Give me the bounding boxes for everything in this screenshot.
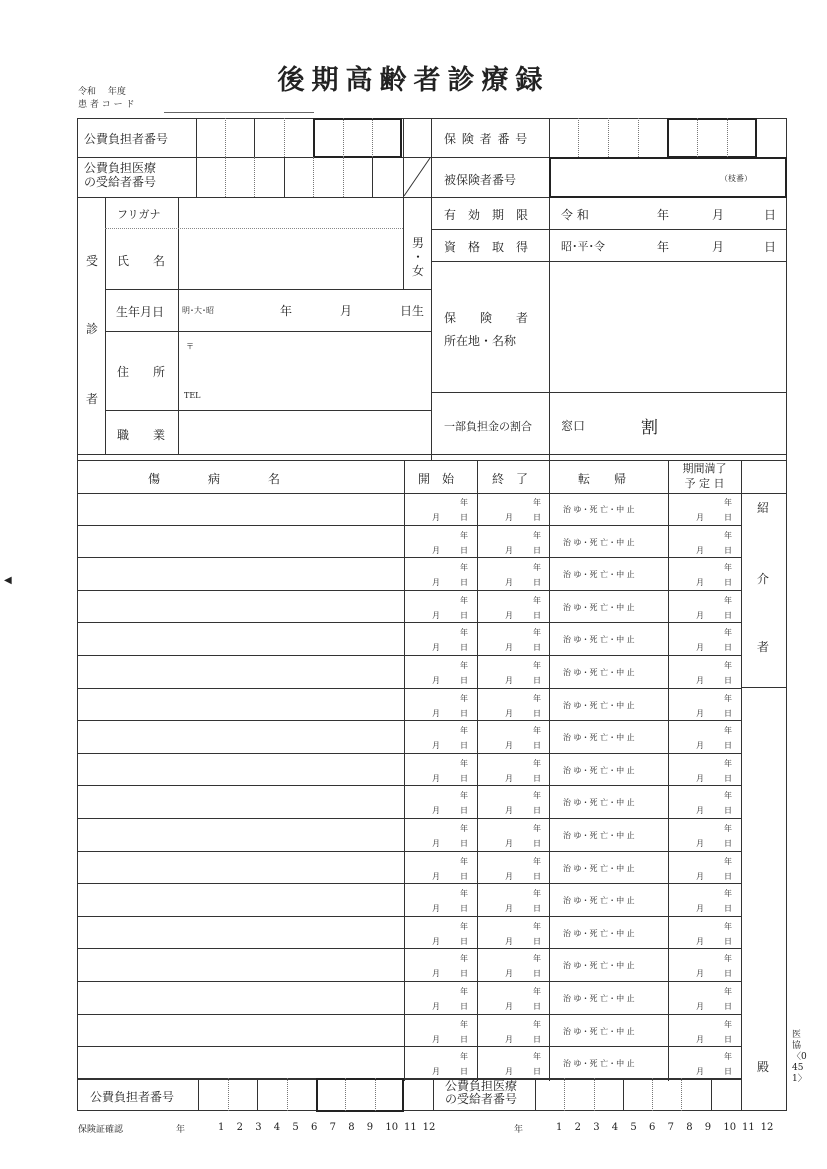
end-day-text: 日 (533, 611, 541, 620)
copay-ratio-field[interactable]: 窓口 割 (561, 418, 658, 438)
start-day-text: 日 (460, 1067, 468, 1076)
side-label-2: 診 (86, 322, 99, 336)
disease-name-cell[interactable] (77, 982, 404, 1015)
due-month-text: 月 (696, 774, 704, 783)
disease-name-cell[interactable] (77, 1015, 404, 1047)
table-row (77, 656, 741, 689)
month-number[interactable]: 10 (385, 1122, 399, 1133)
start-day-text: 日 (460, 1035, 468, 1044)
end-day-text: 日 (533, 676, 541, 685)
disease-name-cell[interactable] (77, 721, 404, 754)
disease-header: 傷 病 名 (148, 472, 281, 486)
insurance-check-label: 保険証確認 (78, 1125, 124, 1135)
start-month-text: 月 (432, 513, 440, 522)
end-day-text: 日 (533, 872, 541, 881)
due-year-text: 年 (724, 661, 732, 670)
end-year-text: 年 (533, 694, 541, 703)
validity-field[interactable]: 令 和 年 月 日 (561, 208, 777, 222)
end-month-text: 月 (505, 741, 513, 750)
validity-label: 有 効 期 限 (444, 208, 529, 222)
start-header: 開 始 (418, 472, 455, 486)
due-day-text: 日 (724, 872, 732, 881)
patient-code-label: 患 者 コ ー ド (78, 100, 135, 110)
end-month-text: 月 (505, 774, 513, 783)
start-month-text: 月 (432, 839, 440, 848)
start-year-text: 年 (460, 922, 468, 931)
sex-selector[interactable]: 男 ・ 女 (411, 236, 424, 278)
start-month-text: 月 (432, 1067, 440, 1076)
copay-ratio-label: 一部負担金の割合 (444, 420, 532, 433)
start-month-text: 月 (432, 546, 440, 555)
start-month-text: 月 (432, 676, 440, 685)
birth-label: 生年月日 (116, 305, 165, 319)
table-row (77, 819, 741, 852)
qualification-field[interactable]: 昭･平･令 年 月 日 (561, 240, 777, 254)
month-number[interactable]: 10 (723, 1122, 737, 1133)
due-day-text: 日 (724, 839, 732, 848)
due-year-text: 年 (724, 628, 732, 637)
due-year-text: 年 (724, 596, 732, 605)
start-day-text: 日 (460, 709, 468, 718)
referrer-label-2: 介 (757, 572, 770, 586)
table-row (77, 786, 741, 819)
disease-name-cell[interactable] (77, 656, 404, 689)
disease-name-cell[interactable] (77, 754, 404, 786)
start-year-text: 年 (460, 791, 468, 800)
start-day-text: 日 (460, 643, 468, 652)
start-year-text: 年 (460, 596, 468, 605)
disease-name-cell[interactable] (77, 884, 404, 917)
due-month-text: 月 (696, 546, 704, 555)
outcome-options: 治 ゆ・死 亡・中 止 (563, 635, 635, 644)
due-day-text: 日 (724, 741, 732, 750)
dono-label: 殿 (757, 1060, 770, 1074)
due-day-text: 日 (724, 1067, 732, 1076)
table-row (77, 591, 741, 623)
due-month-text: 月 (696, 839, 704, 848)
start-day-text: 日 (460, 872, 468, 881)
due-day-text: 日 (724, 643, 732, 652)
disease-name-cell[interactable] (77, 623, 404, 656)
end-year-text: 年 (533, 1020, 541, 1029)
insurer-address-label: 保 険 者 所在地・名称 (444, 311, 529, 348)
due-year-text: 年 (724, 791, 732, 800)
insurance-check-months-1[interactable] (218, 1122, 448, 1136)
start-month-text: 月 (432, 806, 440, 815)
start-year-text: 年 (460, 954, 468, 963)
due-day-text: 日 (724, 1035, 732, 1044)
end-day-text: 日 (533, 806, 541, 815)
outcome-options: 治 ゆ・死 亡・中 止 (563, 929, 635, 938)
month-number[interactable]: 3 (255, 1122, 262, 1133)
end-day-text: 日 (533, 741, 541, 750)
due-day-text: 日 (724, 676, 732, 685)
end-year-text: 年 (533, 596, 541, 605)
start-day-text: 日 (460, 806, 468, 815)
start-year-text: 年 (460, 531, 468, 540)
start-day-text: 日 (460, 546, 468, 555)
month-number[interactable]: 12 (422, 1122, 436, 1133)
due-day-text: 日 (724, 611, 732, 620)
disease-name-cell[interactable] (77, 493, 404, 526)
start-day-text: 日 (460, 741, 468, 750)
due-month-text: 月 (696, 969, 704, 978)
month-number[interactable]: 5 (630, 1122, 637, 1133)
start-month-text: 月 (432, 709, 440, 718)
end-month-text: 月 (505, 1002, 513, 1011)
end-year-text: 年 (533, 726, 541, 735)
table-row (77, 721, 741, 754)
due-year-text: 年 (724, 1052, 732, 1061)
end-year-text: 年 (533, 791, 541, 800)
end-day-text: 日 (533, 546, 541, 555)
outcome-options: 治 ゆ・死 亡・中 止 (563, 864, 635, 873)
start-day-text: 日 (460, 1002, 468, 1011)
start-day-text: 日 (460, 904, 468, 913)
table-row (77, 754, 741, 786)
month-number[interactable]: 4 (273, 1122, 281, 1133)
month-number[interactable]: 8 (686, 1122, 693, 1133)
name-field[interactable] (178, 228, 403, 289)
referrer-label-3: 者 (757, 640, 770, 654)
table-row (77, 1015, 741, 1047)
referrer-field[interactable] (741, 493, 787, 687)
diagonal-strike (403, 157, 431, 197)
due-month-text: 月 (696, 806, 704, 815)
due-year-text: 年 (724, 987, 732, 996)
due-month-text: 月 (696, 741, 704, 750)
end-month-text: 月 (505, 578, 513, 587)
end-year-text: 年 (533, 954, 541, 963)
table-row (77, 852, 741, 884)
end-month-text: 月 (505, 611, 513, 620)
start-month-text: 月 (432, 611, 440, 620)
outcome-options: 治 ゆ・死 亡・中 止 (563, 701, 635, 710)
end-year-text: 年 (533, 531, 541, 540)
month-number[interactable]: 6 (649, 1122, 656, 1133)
due-header: 期間満了 予 定 日 (682, 462, 727, 490)
due-year-text: 年 (724, 889, 732, 898)
end-month-text: 月 (505, 1035, 513, 1044)
table-row (77, 558, 741, 591)
start-month-text: 月 (432, 1035, 440, 1044)
table-row (77, 917, 741, 949)
start-month-text: 月 (432, 774, 440, 783)
start-day-text: 日 (460, 578, 468, 587)
end-day-text: 日 (533, 1067, 541, 1076)
outcome-options: 治 ゆ・死 亡・中 止 (563, 668, 635, 677)
end-year-text: 年 (533, 824, 541, 833)
due-year-text: 年 (724, 1020, 732, 1029)
start-month-text: 月 (432, 904, 440, 913)
form-code: 医協〈0451〉 (792, 1030, 807, 1084)
start-year-text: 年 (460, 759, 468, 768)
end-year-text: 年 (533, 498, 541, 507)
month-number[interactable]: 9 (366, 1122, 374, 1133)
start-year-text: 年 (460, 726, 468, 735)
table-row (77, 1047, 741, 1080)
due-month-text: 月 (696, 611, 704, 620)
outcome-options: 治 ゆ・死 亡・中 止 (563, 603, 635, 612)
outcome-header: 転 帰 (578, 472, 627, 486)
due-year-text: 年 (724, 694, 732, 703)
outcome-options: 治 ゆ・死 亡・中 止 (563, 538, 635, 547)
due-month-text: 月 (696, 578, 704, 587)
month-number[interactable]: 5 (292, 1122, 299, 1133)
due-month-text: 月 (696, 676, 704, 685)
disease-name-cell[interactable] (77, 949, 404, 982)
due-day-text: 日 (724, 1002, 732, 1011)
outcome-options: 治 ゆ・死 亡・中 止 (563, 766, 635, 775)
month-number[interactable]: 1 (556, 1122, 563, 1133)
table-row (77, 526, 741, 558)
disease-name-cell[interactable] (77, 852, 404, 884)
start-month-text: 月 (432, 643, 440, 652)
furigana-label: フリガナ (117, 208, 161, 221)
end-year-text: 年 (533, 857, 541, 866)
start-year-text: 年 (460, 987, 468, 996)
start-month-text: 月 (432, 872, 440, 881)
disease-name-cell[interactable] (77, 917, 404, 949)
table-row (77, 689, 741, 721)
fiscal-year-label: 令和 年度 (78, 87, 126, 97)
start-year-text: 年 (460, 628, 468, 637)
end-year-text: 年 (533, 1052, 541, 1061)
outcome-options: 治 ゆ・死 亡・中 止 (563, 505, 635, 514)
outcome-options: 治 ゆ・死 亡・中 止 (563, 733, 635, 742)
disease-name-cell[interactable] (77, 819, 404, 852)
end-day-text: 日 (533, 839, 541, 848)
start-year-text: 年 (460, 498, 468, 507)
address-field[interactable]: 〒 TEL (184, 342, 201, 400)
start-day-text: 日 (460, 969, 468, 978)
end-day-text: 日 (533, 774, 541, 783)
name-label: 氏 名 (117, 254, 166, 268)
start-year-text: 年 (460, 563, 468, 572)
month-number[interactable]: 2 (574, 1122, 581, 1133)
start-day-text: 日 (460, 937, 468, 946)
side-label-3: 者 (86, 392, 99, 406)
end-month-text: 月 (505, 806, 513, 815)
table-row (77, 493, 741, 526)
end-month-text: 月 (505, 643, 513, 652)
month-number[interactable]: 8 (348, 1122, 355, 1133)
due-year-text: 年 (724, 498, 732, 507)
start-day-text: 日 (460, 513, 468, 522)
due-day-text: 日 (724, 546, 732, 555)
disease-name-cell[interactable] (77, 558, 404, 591)
start-year-text: 年 (460, 1052, 468, 1061)
end-day-text: 日 (533, 1002, 541, 1011)
month-number[interactable]: 11 (742, 1122, 755, 1133)
outcome-options: 治 ゆ・死 亡・中 止 (563, 1059, 635, 1068)
outcome-options: 治 ゆ・死 亡・中 止 (563, 798, 635, 807)
end-year-text: 年 (533, 759, 541, 768)
end-month-text: 月 (505, 1067, 513, 1076)
end-month-text: 月 (505, 969, 513, 978)
end-day-text: 日 (533, 969, 541, 978)
due-year-text: 年 (724, 954, 732, 963)
due-day-text: 日 (724, 969, 732, 978)
due-year-text: 年 (724, 759, 732, 768)
start-month-text: 月 (432, 969, 440, 978)
month-number[interactable]: 3 (593, 1122, 600, 1133)
due-year-text: 年 (724, 563, 732, 572)
end-month-text: 月 (505, 709, 513, 718)
form-title: 後期高齢者診療録 (277, 65, 550, 96)
insurance-check-months-2[interactable] (556, 1122, 788, 1136)
month-number[interactable]: 6 (311, 1122, 318, 1133)
disease-name-cell[interactable] (77, 689, 404, 721)
due-month-text: 月 (696, 643, 704, 652)
due-month-text: 月 (696, 904, 704, 913)
start-year-text: 年 (460, 889, 468, 898)
bottom-public-payer-no-label: 公費負担者番号 (90, 1090, 175, 1104)
end-month-text: 月 (505, 904, 513, 913)
due-day-text: 日 (724, 806, 732, 815)
bottom-public-recipient-no-label: 公費負担医療 の受給者番号 (445, 1079, 518, 1106)
insurer-address-field[interactable] (549, 261, 787, 392)
start-month-text: 月 (432, 937, 440, 946)
outcome-options: 治 ゆ・死 亡・中 止 (563, 831, 635, 840)
end-day-text: 日 (533, 937, 541, 946)
month-number[interactable]: 4 (611, 1122, 619, 1133)
address-label: 住 所 (117, 365, 166, 379)
table-row (77, 884, 741, 917)
end-year-text: 年 (533, 922, 541, 931)
outcome-options: 治 ゆ・死 亡・中 止 (563, 1027, 635, 1036)
month-number[interactable]: 7 (329, 1122, 336, 1133)
end-header: 終 了 (492, 472, 529, 486)
patient-code-underline[interactable] (164, 112, 314, 113)
month-number[interactable]: 2 (236, 1122, 243, 1133)
due-month-text: 月 (696, 937, 704, 946)
birth-field[interactable]: 明･大･昭 年 月 日生 (182, 304, 425, 318)
end-day-text: 日 (533, 513, 541, 522)
month-number[interactable]: 11 (404, 1122, 417, 1133)
start-day-text: 日 (460, 774, 468, 783)
due-year-text: 年 (724, 922, 732, 931)
month-number[interactable]: 7 (667, 1122, 674, 1133)
occupation-field[interactable] (178, 410, 431, 454)
month-number[interactable]: 12 (760, 1122, 774, 1133)
disease-name-cell[interactable] (77, 1047, 404, 1080)
referrer-label-1: 紹 (757, 501, 770, 515)
end-month-text: 月 (505, 872, 513, 881)
due-day-text: 日 (724, 937, 732, 946)
insurer-no-label: 保 険 者 番 号 (444, 132, 529, 146)
end-month-text: 月 (505, 839, 513, 848)
disease-name-cell[interactable] (77, 786, 404, 819)
due-year-text: 年 (724, 857, 732, 866)
start-year-text: 年 (460, 1020, 468, 1029)
public-recipient-no-label: 公費負担医療 の受給者番号 (84, 161, 157, 189)
due-month-text: 月 (696, 1035, 704, 1044)
due-year-text: 年 (724, 824, 732, 833)
referrer-name-field[interactable] (741, 687, 787, 1111)
month-number[interactable]: 9 (704, 1122, 712, 1133)
due-month-text: 月 (696, 513, 704, 522)
start-month-text: 月 (432, 578, 440, 587)
end-day-text: 日 (533, 578, 541, 587)
due-day-text: 日 (724, 709, 732, 718)
due-year-text: 年 (724, 531, 732, 540)
end-day-text: 日 (533, 709, 541, 718)
due-day-text: 日 (724, 578, 732, 587)
end-year-text: 年 (533, 563, 541, 572)
due-day-text: 日 (724, 774, 732, 783)
due-month-text: 月 (696, 872, 704, 881)
start-day-text: 日 (460, 611, 468, 620)
side-label-1: 受 (86, 254, 99, 268)
insurance-check-year-2: 年 (514, 1125, 524, 1135)
due-day-text: 日 (724, 904, 732, 913)
end-year-text: 年 (533, 661, 541, 670)
occupation-label: 職 業 (117, 428, 166, 442)
start-year-text: 年 (460, 824, 468, 833)
start-year-text: 年 (460, 661, 468, 670)
end-year-text: 年 (533, 889, 541, 898)
end-month-text: 月 (505, 546, 513, 555)
furigana-field[interactable] (178, 197, 403, 228)
start-day-text: 日 (460, 839, 468, 848)
public-payer-no-label: 公費負担者番号 (84, 132, 169, 146)
end-month-text: 月 (505, 937, 513, 946)
end-month-text: 月 (505, 676, 513, 685)
start-month-text: 月 (432, 1002, 440, 1011)
due-month-text: 月 (696, 709, 704, 718)
outcome-options: 治 ゆ・死 亡・中 止 (563, 570, 635, 579)
branch-no-label: （枝番） (720, 174, 752, 183)
due-month-text: 月 (696, 1002, 704, 1011)
start-month-text: 月 (432, 741, 440, 750)
start-year-text: 年 (460, 857, 468, 866)
end-year-text: 年 (533, 628, 541, 637)
start-year-text: 年 (460, 694, 468, 703)
table-row (77, 982, 741, 1015)
table-row (77, 949, 741, 982)
qualification-label: 資 格 取 得 (444, 240, 529, 254)
due-day-text: 日 (724, 513, 732, 522)
end-month-text: 月 (505, 513, 513, 522)
table-row (77, 623, 741, 656)
disease-name-cell[interactable] (77, 591, 404, 623)
due-year-text: 年 (724, 726, 732, 735)
month-number[interactable]: 1 (218, 1122, 225, 1133)
due-month-text: 月 (696, 1067, 704, 1076)
outcome-options: 治 ゆ・死 亡・中 止 (563, 994, 635, 1003)
outcome-options: 治 ゆ・死 亡・中 止 (563, 961, 635, 970)
insured-no-label: 被保険者番号 (444, 173, 517, 187)
insurance-check-year-1: 年 (176, 1125, 186, 1135)
end-year-text: 年 (533, 987, 541, 996)
end-day-text: 日 (533, 1035, 541, 1044)
disease-name-cell[interactable] (77, 526, 404, 558)
start-day-text: 日 (460, 676, 468, 685)
end-day-text: 日 (533, 904, 541, 913)
end-day-text: 日 (533, 643, 541, 652)
margin-marker: ◀ (4, 575, 12, 586)
outcome-options: 治 ゆ・死 亡・中 止 (563, 896, 635, 905)
